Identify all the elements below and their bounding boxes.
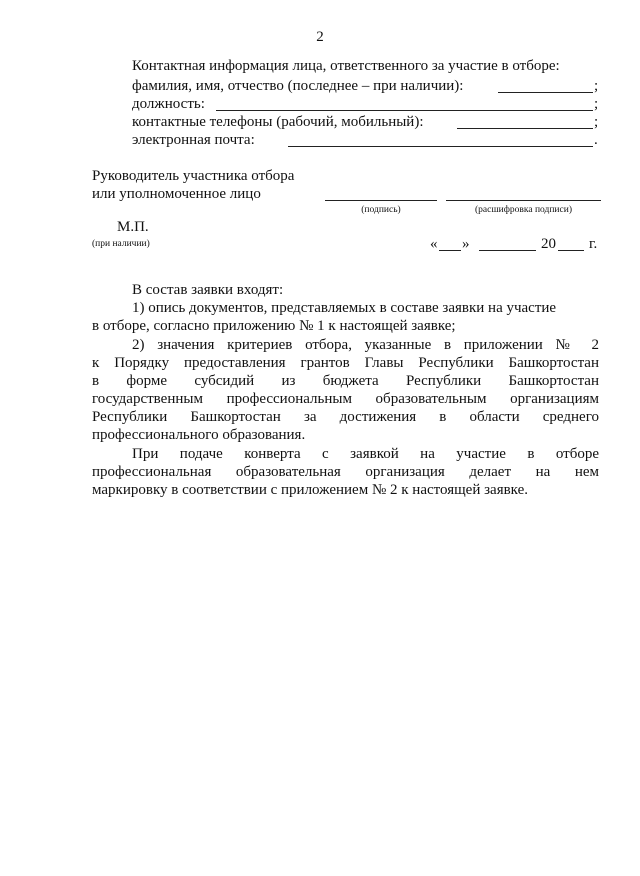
item2-line3: в форме субсидий из бюджета Республики Башкортостан: [92, 373, 599, 389]
item2-line2: к Порядку предоставления грантов Главы Республики Башкортостан: [92, 355, 599, 371]
item2-line1: 2) значения критериев отбора, указанные в приложении № 2: [132, 337, 599, 353]
head-title-line1: Руководитель участника отбора: [92, 168, 295, 184]
para3-line2: профессиональная образовательная организация делает на нем: [92, 464, 599, 480]
position-blank-line: [216, 110, 593, 111]
date-year-line: [558, 250, 584, 251]
email-period: .: [594, 132, 598, 148]
position-semicolon: ;: [594, 96, 599, 112]
email-blank-line: [288, 146, 593, 147]
fio-blank-line: [498, 92, 593, 93]
signature-line: [325, 200, 437, 201]
contact-heading: Контактная информация лица, ответственного за участие в отборе:: [132, 58, 560, 74]
stamp-label: М.П.: [117, 219, 149, 235]
item2-line5: Республики Башкортостан за достижения в области среднего: [92, 409, 599, 425]
stamp-note: (при наличии): [92, 239, 150, 249]
date-year-suffix: г.: [589, 236, 598, 252]
transcript-caption: (расшифровка подписи): [475, 205, 572, 215]
item1-line2: в отборе, согласно приложению № 1 к настоящей заявке;: [92, 318, 456, 334]
para3-line3: маркировку в соответствии с приложением № 2 к настоящей заявке.: [92, 482, 528, 498]
phones-blank-line: [457, 128, 593, 129]
para3-line1: При подаче конверта с заявкой на участие в отборе: [132, 446, 599, 462]
item2-line4: государственным профессиональным образовательным организациям: [92, 391, 599, 407]
position-label: должность:: [132, 96, 205, 112]
item1-line1: 1) опись документов, представляемых в составе заявки на участие: [132, 300, 557, 316]
fio-semicolon: ;: [594, 78, 599, 94]
date-month-line: [479, 250, 536, 251]
signature-caption: (подпись): [361, 205, 401, 215]
phones-semicolon: ;: [594, 114, 599, 130]
transcript-line: [446, 200, 601, 201]
email-label: электронная почта:: [132, 132, 255, 148]
date-close-quote: »: [462, 236, 470, 252]
phones-label: контактные телефоны (рабочий, мобильный):: [132, 114, 424, 130]
fio-label: фамилия, имя, отчество (последнее – при наличии):: [132, 78, 464, 94]
date-day-line: [439, 250, 461, 251]
page-number: 2: [316, 29, 324, 45]
head-title-line2: или уполномоченное лицо: [92, 186, 261, 202]
date-open-quote: «: [430, 236, 438, 252]
item2-line6: профессионального образования.: [92, 427, 306, 443]
date-year-prefix: 20: [541, 236, 556, 252]
application-contents-intro: В состав заявки входят:: [132, 282, 284, 298]
